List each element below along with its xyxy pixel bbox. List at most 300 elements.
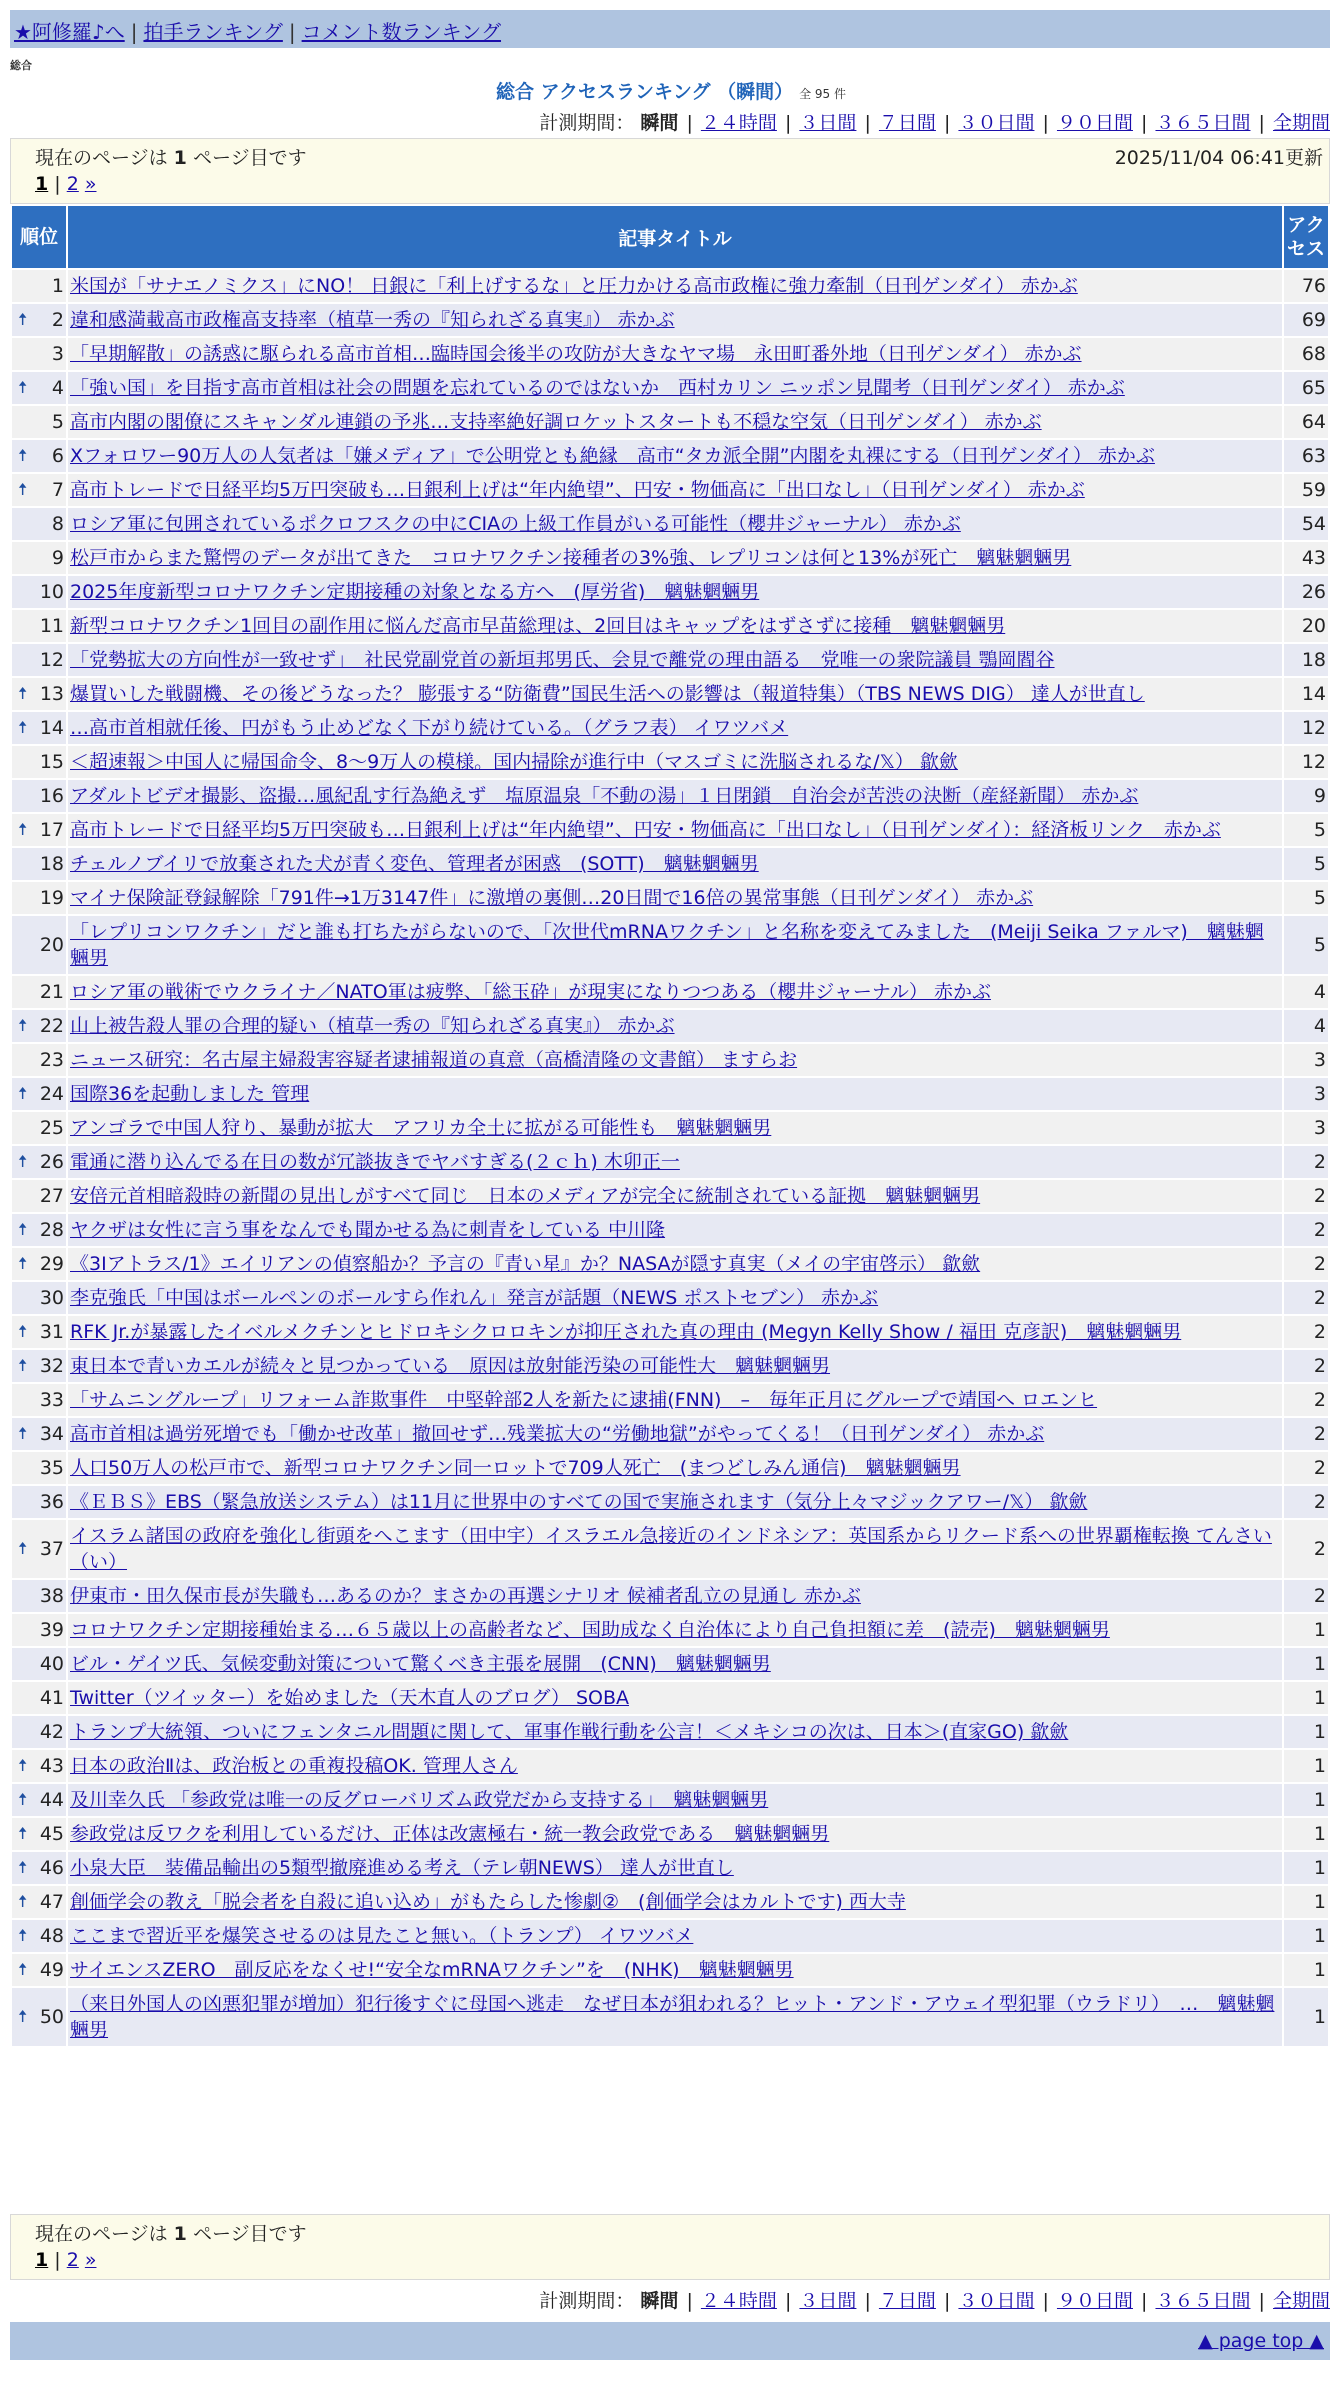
access-count: 2 [1283,1247,1329,1281]
article-title-link[interactable]: 《ＥＢＳ》EBS（緊急放送システム）は11月に世界中のすべての国で実施されます（気分上々マジックアワー/𝕏） 歙歛 [70,1491,1088,1513]
rank-cell [11,1281,67,1315]
period-option-1[interactable]: ２４時間 [700,112,777,134]
period-option-2[interactable]: ３日間 [799,2290,857,2312]
up-arrow-icon: 🠅 [18,1892,28,1912]
period-separator: | [943,2290,951,2312]
up-arrow-icon: 🠅 [18,1152,28,1172]
rank-cell [11,1647,67,1681]
title-cell [67,643,1283,677]
article-title-link[interactable]: 小泉大臣 装備品輸出の5類型撤廃進める考え（テレ朝NEWS） 達人が世直し [70,1857,734,1879]
title-cell [67,609,1283,643]
access-count: 5 [1283,847,1329,881]
table-row [11,507,1329,541]
period-separator: | [1141,112,1148,134]
rank-cell [11,1043,67,1077]
article-title-link[interactable]: 2025年度新型コロナワクチン定期接種の対象となる方へ (厚労省) 魑魅魍魎男 [70,581,760,603]
rank-cell [11,541,67,575]
title-cell [67,915,1283,975]
up-arrow-icon: 🠅 [18,1254,28,1274]
title-cell [67,1885,1283,1919]
table-row [11,371,1329,405]
table-row [11,1145,1329,1179]
table-row [11,1953,1329,1987]
table-row [11,915,1329,975]
rank-cell [11,1953,67,1987]
rank-number: 7 [51,479,64,501]
table-row [11,609,1329,643]
rank-cell [11,1987,67,2047]
article-title-link[interactable]: 爆買いした戦闘機、その後どうなった？ 膨張する“防衛費”国民生活への影響は（報道特集）（TBS NEWS DIG） 達人が世直し [70,683,1145,705]
article-title-link[interactable]: アダルトビデオ撮影、盗撮…風紀乱す行為絶えず 塩原温泉「不動の湯」１日閉鎖 自治会が苦渋の決断（産経新聞） 赤かぶ [70,785,1139,807]
access-count: 65 [1283,371,1329,405]
home-link[interactable]: ★阿修羅♪へ [14,20,125,44]
rank-number: 34 [39,1423,64,1445]
table-row [11,1681,1329,1715]
title-cell [67,1247,1283,1281]
rank-cell [11,473,67,507]
article-title-link[interactable]: 「サムニングループ」リフォーム詐欺事件 中堅幹部2人を新たに逮捕(FNN) – 毎年正月にグループで靖国へ ロエンヒ [70,1389,1098,1411]
period-option-7[interactable]: 全期間 [1272,112,1330,134]
access-count: 1 [1283,1647,1329,1681]
rank-number: 39 [39,1619,64,1641]
article-title-link[interactable]: マイナ保険証登録解除「791件→1万3147件」に激増の裏側…20日間で16倍の異常事態（日刊ゲンダイ） 赤かぶ [70,887,1034,909]
title-cell [67,541,1283,575]
title-cell [67,1579,1283,1613]
period-separator: | [784,112,792,134]
page-info: 現在のページは 1 ページ目です [35,2223,307,2245]
rank-number: 50 [39,2006,64,2028]
period-option-3[interactable]: ７日間 [878,2290,936,2312]
rank-number: 26 [39,1151,64,1173]
title-cell [67,1519,1283,1579]
access-count: 2 [1283,1179,1329,1213]
up-arrow-icon: 🠅 [18,1756,28,1776]
rank-cell [11,1749,67,1783]
article-title-link[interactable]: 及川幸久氏 「参政党は唯一の反グローバリズム政党だから支持する」 魑魅魍魎男 [70,1789,769,1811]
rank-cell [11,1783,67,1817]
access-count: 5 [1283,813,1329,847]
rank-number: 38 [39,1585,64,1607]
period-separator: | [1042,112,1049,134]
article-title-link[interactable]: Xフォロワー90万人の人気者は「嫌メディア」で公明党とも絶縁 高市“タカ派全開”内閣を丸裸にする（日刊ゲンダイ） 赤かぶ [70,445,1155,467]
table-row [11,1519,1329,1579]
up-arrow-icon: 🠅 [18,2007,28,2027]
rank-number: 3 [51,343,64,365]
period-selector-bottom [539,2286,1330,2313]
rank-cell [11,1383,67,1417]
nav-separator: | [288,20,296,44]
article-title-link[interactable]: 高市首相は過労死増でも「働かせ改革」撤回せず…残業拡大の“労働地獄”がやってくる！（日刊ゲンダイ） 赤かぶ [70,1423,1045,1445]
rank-number: 21 [39,981,64,1003]
table-row [11,473,1329,507]
table-row [11,813,1329,847]
period-separator: | [686,2290,693,2312]
rank-number: 11 [39,615,64,637]
table-row [11,269,1329,303]
rank-cell [11,1919,67,1953]
table-row [11,643,1329,677]
rank-number: 12 [39,649,64,671]
article-title-link[interactable]: 参政党は反ワクを利用しているだけ、正体は改憲極右・統一教会政党である 魑魅魍魎男 [70,1823,830,1845]
title-cell [67,507,1283,541]
period-separator: | [864,112,871,134]
title-cell [67,1817,1283,1851]
access-count: 4 [1283,975,1329,1009]
page-info-box-top [10,138,1330,204]
article-title-link[interactable]: 《3Iアトラス/1》エイリアンの偵察船か？予言の『青い星』か？NASAが隠す真実（メイの宇宙啓示） 歙歛 [70,1253,981,1275]
title-cell [67,779,1283,813]
access-count: 2 [1283,1349,1329,1383]
table-row [11,1783,1329,1817]
period-separator: | [1042,2290,1049,2312]
article-title-link[interactable]: ＜超速報＞中国人に帰国命令、8～9万人の模様。国内掃除が進行中（マスゴミに洗脳されるな/𝕏） 歙歛 [70,751,958,773]
up-arrow-icon: 🠅 [18,1824,28,1844]
article-title-link[interactable]: 「強い国」を目指す高市首相は社会の問題を忘れているのではないか 西村カリン ニッポン見聞考（日刊ゲンダイ） 赤かぶ [70,377,1125,399]
article-title-link[interactable]: ロシア軍の戦術でウクライナ／NATO軍は疲弊、「総玉砕」が現実になりつつある（櫻井ジャーナル） 赤かぶ [70,981,991,1003]
rank-cell [11,915,67,975]
title-cell [67,1383,1283,1417]
period-selector-top [539,108,1330,135]
rank-cell [11,1715,67,1749]
table-row [11,1851,1329,1885]
period-option-3[interactable]: ７日間 [878,112,936,134]
table-row [11,1485,1329,1519]
rank-number: 35 [39,1457,64,1479]
rank-number: 9 [51,547,64,569]
period-option-5[interactable]: ９０日間 [1056,2290,1133,2312]
access-count: 1 [1283,1681,1329,1715]
table-row [11,337,1329,371]
rank-number: 40 [39,1653,64,1675]
access-count: 1 [1283,1613,1329,1647]
article-title-link[interactable]: 電通に潜り込んでる在日の数が冗談抜きでヤバすぎる(２ｃｈ) 木卯正一 [70,1151,680,1173]
rank-number: 27 [39,1185,64,1207]
rank-cell [11,711,67,745]
title-cell [67,1417,1283,1451]
access-count: 5 [1283,915,1329,975]
access-count: 2 [1283,1281,1329,1315]
table-row [11,439,1329,473]
up-arrow-icon: 🠅 [18,684,28,704]
access-count: 2 [1283,1417,1329,1451]
article-title-link[interactable]: 伊東市・田久保市長が失職も…あるのか？まさかの再選シナリオ 候補者乱立の見通し 赤かぶ [70,1585,861,1607]
access-count: 1 [1283,1749,1329,1783]
access-count: 2 [1283,1579,1329,1613]
period-option-6[interactable]: ３６５日間 [1155,112,1251,134]
rank-number: 15 [39,751,64,773]
article-title-link[interactable]: 高市トレードで日経平均5万円突破も…日銀利上げは“年内絶望”、円安・物価高に「出口なし」（日刊ゲンダイ）：経済板リンク 赤かぶ [70,819,1221,841]
rank-cell [11,1009,67,1043]
table-row [11,1009,1329,1043]
article-title-link[interactable]: ビル・ゲイツ氏、気候変動対策について驚くべき主張を展開 (CNN) 魑魅魍魎男 [70,1653,771,1675]
title-cell [67,1647,1283,1681]
rank-cell [11,303,67,337]
article-title-link[interactable]: 松戸市からまた驚愕のデータが出てきた コロナワクチン接種者の3%強、レプリコンは何と13%が死亡 魑魅魍魎男 [70,547,1072,569]
access-count: 2 [1283,1519,1329,1579]
article-title-link[interactable]: 高市トレードで日経平均5万円突破も…日銀利上げは“年内絶望”、円安・物価高に「出口なし」（日刊ゲンダイ） 赤かぶ [70,479,1085,501]
up-arrow-icon: 🠅 [18,1016,28,1036]
access-count: 3 [1283,1043,1329,1077]
rank-number: 30 [39,1287,64,1309]
access-count: 2 [1283,1213,1329,1247]
rank-number: 24 [39,1083,64,1105]
title-cell [67,1953,1283,1987]
rank-cell [11,1885,67,1919]
article-title-link[interactable]: 違和感満載高市政権高支持率（植草一秀の『知られざる真実』） 赤かぶ [70,309,675,331]
up-arrow-icon: 🠅 [18,310,28,330]
rank-cell [11,975,67,1009]
rank-cell [11,1579,67,1613]
access-count: 1 [1283,1885,1329,1919]
period-option-6[interactable]: ３６５日間 [1155,2290,1251,2312]
article-title-link[interactable]: Twitter（ツイッター）を始めました（天木直人のブログ） SOBA [70,1687,630,1709]
article-title-link[interactable]: 人口50万人の松戸市で、新型コロナワクチン同一ロットで709人死亡 (まつどしみん通信) 魑魅魍魎男 [70,1457,961,1479]
table-row [11,745,1329,779]
title-cell [67,575,1283,609]
rank-cell [11,881,67,915]
article-title-link[interactable]: 東日本で青いカエルが続々と見つかっている 原因は放射能汚染の可能性大 魑魅魍魎男 [70,1355,831,1377]
rank-number: 37 [39,1538,64,1560]
article-title-link[interactable]: 米国が「サナエノミクス」にNO！ 日銀に「利上げするな」と圧力かける高市政権に強力牽制（日刊ゲンダイ） 赤かぶ [70,275,1078,297]
table-row [11,1919,1329,1953]
access-count: 12 [1283,711,1329,745]
access-count: 3 [1283,1077,1329,1111]
title-cell [67,1043,1283,1077]
title-cell [67,711,1283,745]
article-title-link[interactable]: （来日外国人の凶悪犯罪が増加）犯行後すぐに母国へ逃走 なぜ日本が狙われる？ヒット・アンド・アウェイ型犯罪（ウラドリ） … 魑魅魍魎男 [70,1993,1275,2041]
rank-cell [11,1613,67,1647]
rank-cell [11,1247,67,1281]
access-count: 20 [1283,609,1329,643]
rank-number: 5 [51,411,64,433]
table-row [11,1451,1329,1485]
access-count: 69 [1283,303,1329,337]
title-cell [67,847,1283,881]
title-cell [67,269,1283,303]
table-row [11,303,1329,337]
access-count: 2 [1283,1485,1329,1519]
article-title-link[interactable]: 「早期解散」の誘惑に駆られる高市首相…臨時国会後半の攻防が大きなヤマ場 永田町番外地（日刊ゲンダイ） 赤かぶ [70,343,1082,365]
up-arrow-icon: 🠅 [18,480,28,500]
rank-cell [11,1519,67,1579]
period-separator: | [1258,2290,1265,2312]
table-row [11,1077,1329,1111]
col-header-access: アクセス [1283,205,1329,269]
title-cell [67,303,1283,337]
title-cell [67,371,1283,405]
table-row [11,1715,1329,1749]
access-count: 59 [1283,473,1329,507]
period-option-1[interactable]: ２４時間 [700,2290,777,2312]
access-count: 54 [1283,507,1329,541]
up-arrow-icon: 🠅 [18,1926,28,1946]
up-arrow-icon: 🠅 [18,1084,28,1104]
period-label: 計測期間： [539,2290,635,2312]
rank-cell [11,1077,67,1111]
next-page-link[interactable]: » [84,2249,97,2271]
up-arrow-icon: 🠅 [18,1539,28,1559]
title-cell [67,1715,1283,1749]
rank-cell [11,371,67,405]
total-count: 全 95 件 [799,87,846,101]
table-row [11,1579,1329,1613]
nav-separator: | [130,20,138,44]
rank-number: 36 [39,1491,64,1513]
up-arrow-icon: 🠅 [18,1424,28,1444]
period-option-4[interactable]: ３０日間 [958,2290,1035,2312]
rank-number: 10 [39,581,64,603]
col-header-rank: 順位 [11,205,67,269]
period-option-4[interactable]: ３０日間 [958,112,1035,134]
table-row [11,975,1329,1009]
rank-number: 46 [39,1857,64,1879]
rank-cell [11,1349,67,1383]
up-arrow-icon: 🠅 [18,1220,28,1240]
up-arrow-icon: 🠅 [18,378,28,398]
article-title-link[interactable]: トランプ大統領、ついにフェンタニル問題に関して、軍事作戦行動を公言！＜メキシコの次は、日本＞(直家GO) 歙歛 [70,1721,1069,1743]
rank-cell [11,1213,67,1247]
top-nav-bar [10,10,1330,48]
table-row [11,1987,1329,2047]
table-row [11,1817,1329,1851]
article-title-link[interactable]: ヤクザは女性に言う事をなんでも聞かせる為に刺青をしている 中川隆 [70,1219,666,1241]
period-separator: | [864,2290,871,2312]
article-title-link[interactable]: 安倍元首相暗殺時の新聞の見出しがすべて同じ 日本のメディアが完全に統制されている証拠 魑魅魍魎男 [70,1185,981,1207]
access-count: 4 [1283,1009,1329,1043]
article-title-link[interactable]: コロナワクチン定期接種始まる…６５歳以上の高齢者など、国助成なく自治体により自己負担額に差 (読売) 魑魅魍魎男 [70,1619,1110,1641]
page-2-link[interactable]: 2 [66,173,79,195]
rank-number: 47 [39,1891,64,1913]
access-count: 1 [1283,1817,1329,1851]
article-title-link[interactable]: ニュース研究：名古屋主婦殺害容疑者逮捕報道の真意（高橋清隆の文書館） ますらお [70,1049,798,1071]
title-cell [67,1111,1283,1145]
article-title-link[interactable]: 「党勢拡大の方向性が一致せず」 社民党副党首の新垣邦男氏、会見で離党の理由語る 党唯一の衆院議員 鶚岡閻谷 [70,649,1055,671]
title-cell [67,1213,1283,1247]
article-title-link[interactable]: チェルノブイリで放棄された犬が青く変色、管理者が困惑 (SOTT) 魑魅魍魎男 [70,853,759,875]
title-cell [67,439,1283,473]
rank-number: 33 [39,1389,64,1411]
article-title-link[interactable]: …高市首相就任後、円がもう止めどなく下がり続けている。（グラフ表） イワツバメ [70,717,789,739]
title-cell [67,337,1283,371]
article-title-link[interactable]: アンゴラで中国人狩り、暴動が拡大 アフリカ全土に拡がる可能性も 魑魅魍魎男 [70,1117,772,1139]
article-title-link[interactable]: ここまで習近平を爆笑させるのは見たこと無い。（トランプ） イワツバメ [70,1925,694,1947]
page-info-box-bottom [10,2214,1330,2280]
access-count: 9 [1283,779,1329,813]
rank-number: 48 [39,1925,64,1947]
article-title-link[interactable]: イスラム諸国の政府を強化し街頭をへこます（田中宇）イスラエル急接近のインドネシア：英国系からリクード系への世界覇権転換 てんさい（い） [70,1525,1272,1573]
comment-ranking-link[interactable]: コメント数ランキング [301,20,502,44]
table-row [11,1213,1329,1247]
title-cell [67,975,1283,1009]
up-arrow-icon: 🠅 [18,718,28,738]
table-row [11,1111,1329,1145]
table-row [11,1349,1329,1383]
period-option-2[interactable]: ３日間 [799,112,857,134]
title-cell [67,1451,1283,1485]
article-title-link[interactable]: サイエンスZERO 副反応をなくせ!“安全なmRNAワクチン”を (NHK) 魑魅魍魎男 [70,1959,794,1981]
period-current: 瞬間 [640,112,679,134]
period-option-5[interactable]: ９０日間 [1056,112,1133,134]
table-row [11,847,1329,881]
table-row [11,405,1329,439]
table-row [11,1417,1329,1451]
title-cell [67,1281,1283,1315]
rank-cell [11,575,67,609]
category-label: 総合 [10,59,32,72]
article-title-link[interactable]: 高市内閣の閣僚にスキャンダル連鎖の予兆…支持率絶好調ロケットスタートも不穏な空気（日刊ゲンダイ） 赤かぶ [70,411,1042,433]
rank-cell [11,405,67,439]
period-label: 計測期間： [539,112,635,134]
period-current: 瞬間 [640,2290,679,2312]
rank-number: 2 [51,309,64,331]
access-count: 43 [1283,541,1329,575]
rank-number: 42 [39,1721,64,1743]
table-header-row [11,205,1329,269]
title-cell [67,1749,1283,1783]
page-top-link[interactable]: ▲ page top ▲ [1198,2330,1324,2352]
article-title-link[interactable]: ロシア軍に包囲されているポクロフスクの中にCIAの上級工作員がいる可能性（櫻井ジャーナル） 赤かぶ [70,513,961,535]
article-title-link[interactable]: 日本の政治Ⅱは、政治板との重複投稿OK. 管理人さん [70,1755,518,1777]
page-2-link[interactable]: 2 [66,2249,79,2271]
period-option-7[interactable]: 全期間 [1272,2290,1330,2312]
title-cell [67,745,1283,779]
title-cell [67,405,1283,439]
access-count: 1 [1283,1783,1329,1817]
rank-cell [11,1451,67,1485]
rank-cell [11,1851,67,1885]
rank-number: 17 [39,819,64,841]
article-title-link[interactable]: 国際36を起動しました 管理 [70,1083,310,1105]
table-row [11,1885,1329,1919]
access-count: 5 [1283,881,1329,915]
access-count: 12 [1283,745,1329,779]
access-count: 64 [1283,405,1329,439]
up-arrow-icon: 🠅 [18,1960,28,1980]
access-count: 68 [1283,337,1329,371]
applause-ranking-link[interactable]: 拍手ランキング [143,20,283,44]
article-title-link[interactable]: RFK Jr.が暴露したイベルメクチンとヒドロキシクロロキンが抑圧された真の理由 (Megyn Kelly Show / 福田 克彦訳) 魑魅魍魎男 [70,1321,1182,1343]
up-arrow-icon: 🠅 [18,820,28,840]
up-arrow-icon: 🠅 [18,446,28,466]
rank-cell [11,1111,67,1145]
rank-number: 23 [39,1049,64,1071]
rank-cell [11,1817,67,1851]
access-count: 26 [1283,575,1329,609]
article-title-link[interactable]: 新型コロナワクチン1回目の副作用に悩んだ高市早苗総理は、2回目はキャップをはずさずに接種 魑魅魍魎男 [70,615,1006,637]
title-cell [67,813,1283,847]
access-count: 2 [1283,1315,1329,1349]
period-separator: | [943,112,951,134]
rank-number: 49 [39,1959,64,1981]
article-title-link[interactable]: 「レプリコンワクチン」だと誰も打ちたがらないので、「次世代mRNAワクチン」と名称を変えてみました (Meiji Seika ファルマ) 魑魅魍魎男 [70,921,1264,969]
rank-cell [11,1681,67,1715]
access-count: 1 [1283,1851,1329,1885]
rank-number: 32 [39,1355,64,1377]
period-separator: | [686,112,693,134]
access-count: 2 [1283,1451,1329,1485]
article-title-link[interactable]: 李克強氏「中国はボールペンのボールすら作れん」発言が話題（NEWS ポストセブン） 赤かぶ [70,1287,879,1309]
access-count: 2 [1283,1145,1329,1179]
article-title-link[interactable]: 山上被告殺人罪の合理的疑い（植草一秀の『知られざる真実』） 赤かぶ [70,1015,675,1037]
next-page-link[interactable]: » [84,173,97,195]
article-title-link[interactable]: 創価学会の教え「脱会者を自殺に追い込め」がもたらした惨劇② (創価学会はカルトです) 西大寺 [70,1891,906,1913]
rank-cell [11,745,67,779]
title-cell [67,1179,1283,1213]
table-row [11,1179,1329,1213]
rank-cell [11,1485,67,1519]
title-cell [67,1919,1283,1953]
title-cell [67,1485,1283,1519]
